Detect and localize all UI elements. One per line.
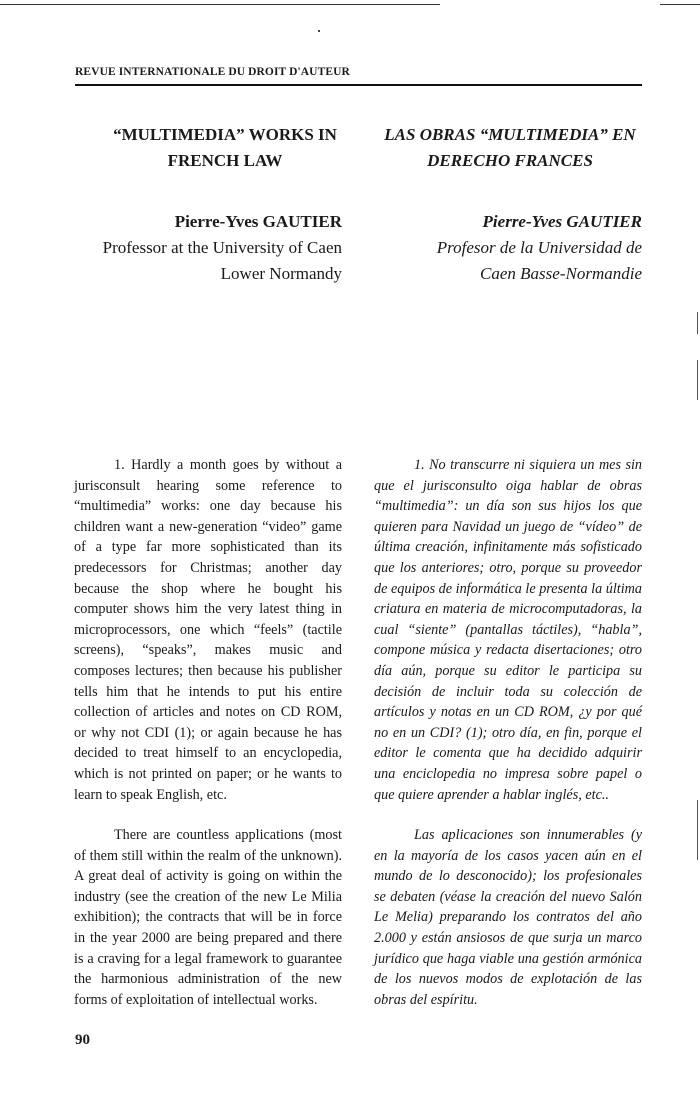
article-title-spanish: LAS OBRAS “MULTIMEDIA” EN DERECHO FRANCES <box>384 125 636 170</box>
english-column <box>74 455 342 1030</box>
author-affiliation-english: Professor at the University of Caen Lower Normandy <box>102 238 342 283</box>
top-edge-rule-right <box>660 4 700 5</box>
edge-mark <box>697 312 698 334</box>
article-title-english: “MULTIMEDIA” WORKS IN FRENCH LAW <box>113 125 337 170</box>
running-head: REVUE INTERNATIONALE DU DROIT D'AUTEUR <box>75 66 350 78</box>
author-name-spanish: Pierre-Yves GAUTIER <box>482 212 642 231</box>
scan-speck <box>318 30 320 32</box>
author-name-english: Pierre-Yves GAUTIER <box>174 212 342 231</box>
running-head-rule <box>75 84 642 86</box>
edge-mark <box>697 360 698 400</box>
author-affiliation-spanish: Profesor de la Universidad de Caen Basse-Normandie <box>436 238 642 283</box>
edge-mark <box>697 800 698 860</box>
english-paragraph-1: 1. Hardly a month goes by without a jurisconsult hearing some reference to “multimedia” works: one day because his children want a new-generation “video” game of a type far more sophisticated than its predecessors for Christmas; another day because the shop where he bought his computer shows him the very latest thing in microprocessors, one which “feels” (tactile screens), “speaks”, makes music and composes lectures; then because his publisher tells him that he intends to put his entire collection of articles and notes on CD ROM, or why not CDI (1); or again because he has decided to treat himself to an encyclopedia, which is not printed on paper; or he wants to learn to speak English, etc. <box>74 457 342 803</box>
english-paragraph-2: There are countless applications (most of them still within the realm of the unknown). A great deal of activity is going on within the industry (see the creation of the new Le Milia exhibition); the contracts that will be in force in the year 2000 are being prepared and there is a craving for a legal framework to guarantee the harmonious administration of the new forms of exploitation of intellectual works. <box>74 827 342 1008</box>
top-edge-rule <box>0 4 440 5</box>
spanish-paragraph-1: 1. No transcurre ni siquiera un mes sin que el jurisconsulto oiga hablar de obras “multimedia”: un día son sus hijos los que quieren para Navidad un juego de “vídeo” de última creación, infinitamente más sofisticado que los anteriores; otro, porque su proveedor de equipos de informática le presenta la última criatura en materia de microcomputadoras, la cual “siente” (pantallas táctiles), “habla”, compone música y redacta disertaciones; otro día aún, porque su editor le participa su decisión de incluir toda su colección de artículos y notas en un CD ROM, ¿y por qué no en un CDI? (1); otro día, en fin, porque el editor le comenta que ha decidido adquirir una enciclopedia no impresa sobre papel o que quiere aprender a hablar inglés, etc.. <box>374 457 642 803</box>
page-number: 90 <box>75 1032 90 1048</box>
author-block-english <box>75 209 342 287</box>
spanish-paragraph-2: Las aplicaciones son innumerables (y en la mayoría de los casos yacen aún en el mundo de lo desconocido); los profesionales se debaten (véase la creación del nuevo Salón Le Melia) preparando los contratos del año 2.000 y están ansiosos de que surja un marco jurídico que haga viable una gestión armónica de los nuevos modos de explotación de las obras del espíritu. <box>374 827 642 1008</box>
spanish-column <box>374 455 642 1030</box>
author-block-spanish <box>370 209 642 287</box>
